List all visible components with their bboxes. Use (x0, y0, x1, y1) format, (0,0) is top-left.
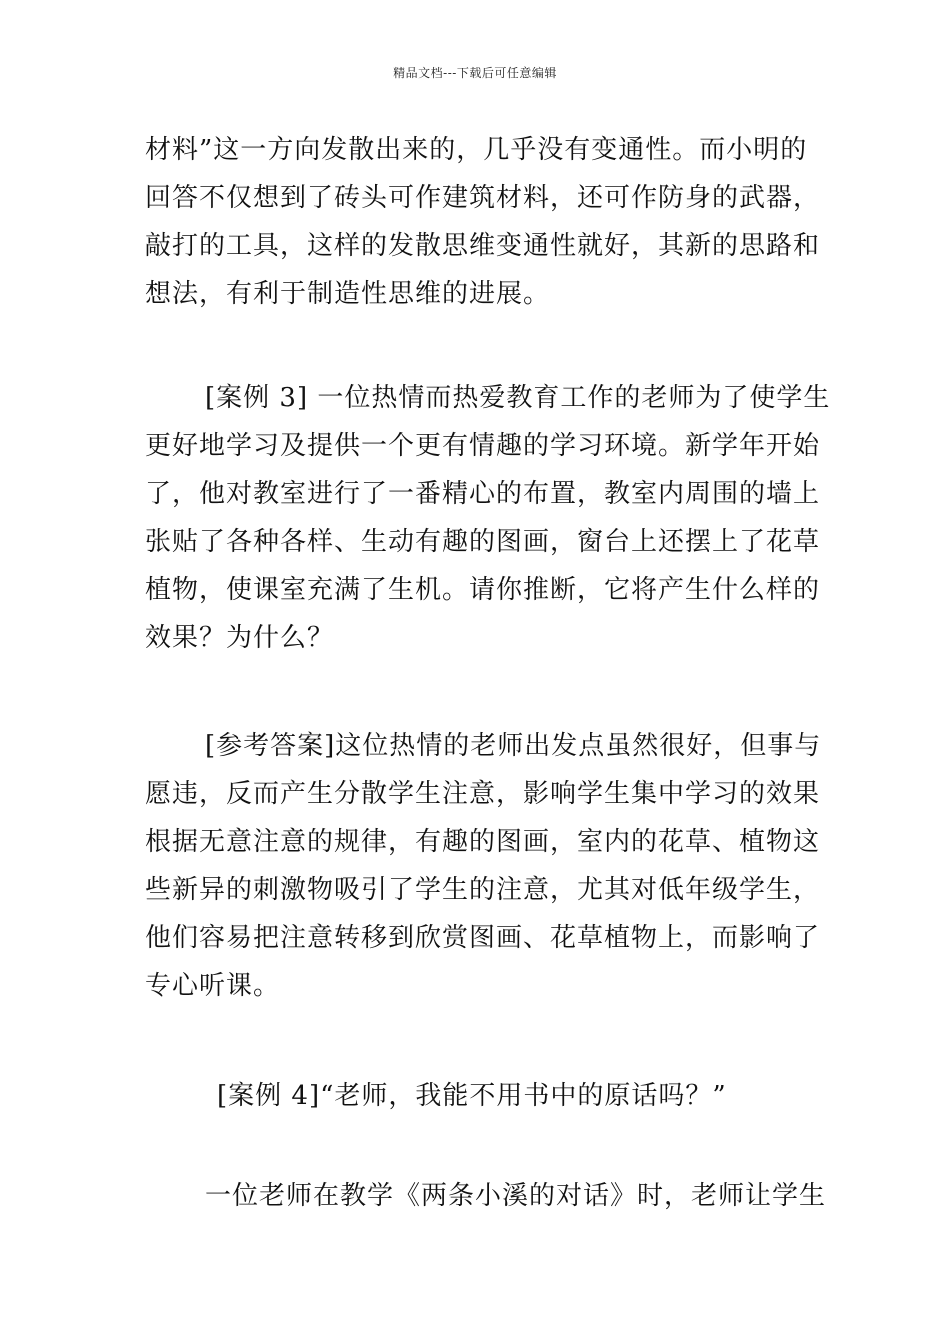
page-header: 精品文档---下载后可任意编辑 (393, 66, 557, 80)
text-line: 敲打的工具，这样的发散思维变通性就好，其新的思路和 (145, 231, 821, 261)
text-line: 想法，有利于制造性思维的进展。 (145, 279, 551, 309)
text-line: 材料”这一方向发散出来的，几乎没有变通性。而小明的 (145, 135, 808, 165)
paragraph-case-3 (145, 374, 831, 662)
text-line: [案例 4]“老师，我能不用书中的原话吗？” (217, 1081, 727, 1111)
text-line: 愿违，反而产生分散学生注意，影响学生集中学习的效果 (145, 779, 821, 809)
paragraph-continuation (145, 126, 821, 318)
text-line: [参考答案]这位热情的老师出发点虽然很好，但事与 (205, 731, 822, 761)
text-line: 专心听课。 (145, 971, 281, 1001)
paragraph-case-4-heading (145, 1072, 810, 1120)
text-line: 效果？为什么？ (145, 623, 335, 653)
text-line: 了，他对教室进行了一番精心的布置，教室内周围的墙上 (145, 479, 821, 509)
text-line: 张贴了各种各样、生动有趣的图画，窗台上还摆上了花草 (145, 527, 821, 557)
text-line: 根据无意注意的规律，有趣的图画，室内的花草、植物这 (145, 827, 821, 857)
text-line: [案例 3] 一位热情而热爱教育工作的老师为了使学生 (205, 383, 831, 413)
text-line: 些新异的刺激物吸引了学生的注意，尤其对低年级学生， (145, 875, 821, 905)
text-line: 植物，使课室充满了生机。请你推断，它将产生什么样的 (145, 575, 821, 605)
text-line: 更好地学习及提供一个更有情趣的学习环境。新学年开始 (145, 431, 821, 461)
text-line: 他们容易把注意转移到欣赏图画、花草植物上，而影响了 (145, 923, 821, 953)
paragraph-reference-answer (145, 722, 822, 1010)
text-line: 一位老师在教学《两条小溪的对话》时，老师让学生 (205, 1181, 827, 1211)
text-line: 回答不仅想到了砖头可作建筑材料，还可作防身的武器， (145, 183, 821, 213)
paragraph-case-4-body (145, 1172, 827, 1220)
